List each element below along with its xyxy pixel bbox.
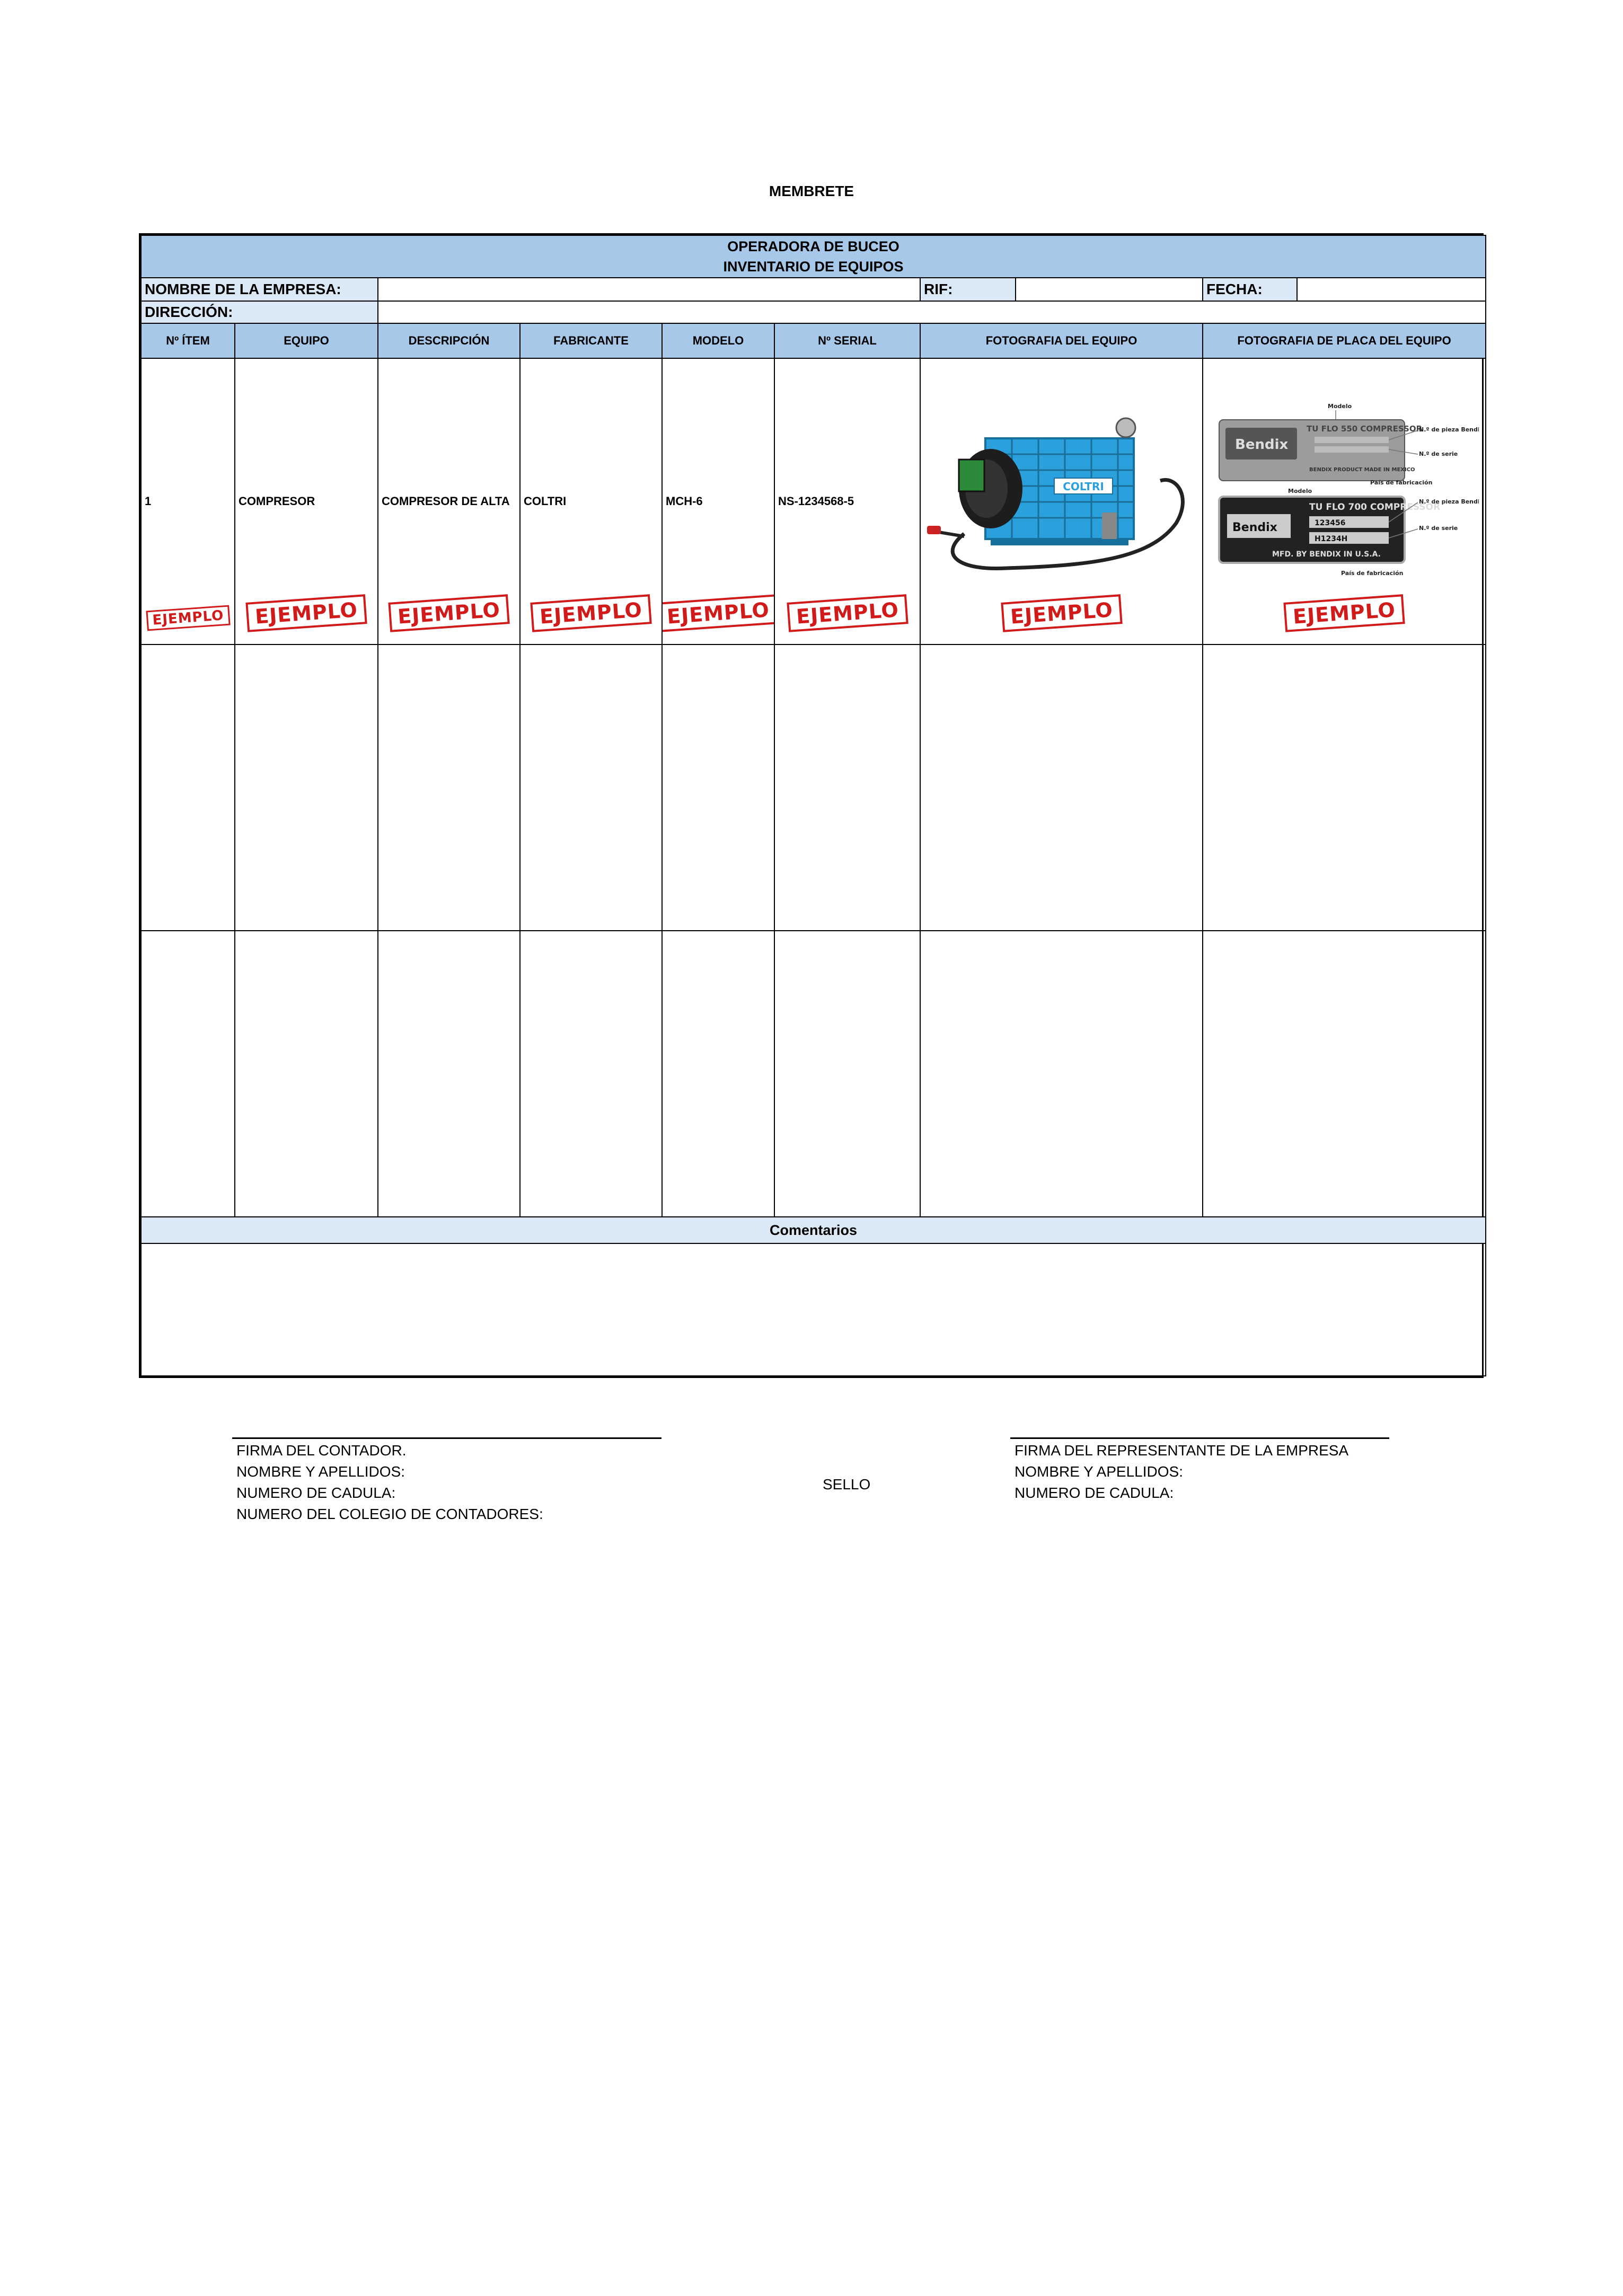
rif-label: RIF:	[921, 278, 1016, 301]
rif-group	[920, 278, 1203, 301]
sig-rep-nombre: NOMBRE Y APELLIDOS:	[1015, 1463, 1183, 1480]
ejemplo-stamp: EJEMPLO	[662, 594, 774, 632]
sig-rep-firma: FIRMA DEL REPRESENTANTE DE LA EMPRESA	[1015, 1442, 1349, 1459]
sig-contador-nombre: NOMBRE Y APELLIDOS:	[236, 1463, 405, 1480]
ejemplo-stamp: EJEMPLO	[1001, 594, 1122, 632]
empty-cell[interactable]	[235, 931, 378, 1217]
cell-serial[interactable]	[774, 358, 920, 644]
svg-text:MFD. BY BENDIX IN U.S.A.: MFD. BY BENDIX IN U.S.A.	[1272, 550, 1381, 559]
equipo-value: COMPRESOR	[239, 494, 315, 508]
serial-value: NS-1234568-5	[778, 494, 854, 508]
cell-modelo[interactable]	[662, 358, 774, 644]
direccion-field[interactable]	[378, 301, 1486, 323]
svg-text:N.º de serie: N.º de serie	[1419, 451, 1458, 457]
col-header-item: Nº ÍTEM	[141, 323, 235, 358]
ejemplo-stamp: EJEMPLO	[1283, 594, 1405, 632]
compressor-photo	[927, 417, 1192, 576]
membrete-title: MEMBRETE	[769, 183, 854, 199]
cell-foto-placa[interactable]	[1203, 358, 1486, 644]
form-title	[141, 235, 1486, 278]
signature-representante	[1010, 1437, 1389, 1504]
svg-text:Bendix: Bendix	[1232, 521, 1277, 534]
compressor-image	[927, 417, 1192, 576]
ejemplo-stamp: EJEMPLO	[388, 594, 509, 632]
svg-text:H1234H: H1234H	[1315, 535, 1348, 543]
col-header-foto-placa: FOTOGRAFIA DE PLACA DEL EQUIPO	[1203, 323, 1486, 358]
empty-cell[interactable]	[235, 644, 378, 931]
svg-text:Modelo: Modelo	[1328, 403, 1352, 410]
fabricante-value: COLTRI	[524, 494, 567, 508]
svg-text:País de fabricación: País de fabricación	[1370, 479, 1433, 486]
table-row	[141, 931, 1486, 1217]
plate-photo	[1209, 399, 1479, 579]
fecha-group	[1203, 278, 1486, 301]
col-header-descripcion: DESCRIPCIÓN	[378, 323, 520, 358]
empty-cell[interactable]	[662, 931, 774, 1217]
empty-cell[interactable]	[920, 644, 1203, 931]
svg-text:TU FLO 700 COMPRESSOR: TU FLO 700 COMPRESSOR	[1309, 502, 1441, 513]
sig-contador-colegio: NUMERO DEL COLEGIO DE CONTADORES:	[236, 1506, 543, 1522]
fecha-field[interactable]	[1298, 278, 1485, 301]
modelo-value: MCH-6	[666, 494, 703, 508]
cell-fabricante[interactable]	[520, 358, 662, 644]
svg-text:BENDIX PRODUCT MADE IN MEXICO: BENDIX PRODUCT MADE IN MEXICO	[1309, 467, 1415, 473]
col-header-serial: Nº SERIAL	[774, 323, 920, 358]
col-header-foto-equipo: FOTOGRAFIA DEL EQUIPO	[920, 323, 1203, 358]
empty-cell[interactable]	[1203, 931, 1486, 1217]
empty-cell[interactable]	[520, 644, 662, 931]
empty-cell[interactable]	[378, 931, 520, 1217]
empresa-label: NOMBRE DE LA EMPRESA:	[141, 278, 378, 301]
ejemplo-stamp: EJEMPLO	[530, 594, 651, 632]
empty-cell[interactable]	[774, 931, 920, 1217]
col-header-equipo: EQUIPO	[235, 323, 378, 358]
empty-cell[interactable]	[141, 644, 235, 931]
svg-text:País de fabricación: País de fabricación	[1341, 570, 1404, 577]
sello-label: SELLO	[823, 1476, 871, 1493]
empty-cell[interactable]	[662, 644, 774, 931]
empty-cell[interactable]	[141, 931, 235, 1217]
signature-line	[232, 1437, 661, 1439]
empty-cell[interactable]	[774, 644, 920, 931]
compressor-brand-text: COLTRI	[1063, 480, 1104, 493]
signature-line	[1010, 1437, 1389, 1439]
direccion-label: DIRECCIÓN:	[141, 301, 378, 323]
sig-rep-cedula: NUMERO DE CADULA:	[1015, 1485, 1174, 1501]
svg-text:Modelo: Modelo	[1288, 488, 1312, 494]
cell-item[interactable]	[141, 358, 235, 644]
inventory-table	[140, 235, 1486, 1376]
item-value: 1	[145, 494, 152, 508]
svg-text:N.º de pieza Bendix: N.º de pieza Bendix	[1419, 426, 1479, 433]
cell-descripcion[interactable]	[378, 358, 520, 644]
comments-header: Comentarios	[141, 1217, 1486, 1243]
signature-contador	[232, 1437, 661, 1525]
col-header-fabricante: FABRICANTE	[520, 323, 662, 358]
svg-text:Bendix: Bendix	[1235, 437, 1289, 453]
form-title-line2: INVENTARIO DE EQUIPOS	[723, 259, 904, 275]
svg-text:N.º de pieza Bendix: N.º de pieza Bendix	[1419, 498, 1479, 505]
plate-image	[1209, 399, 1479, 579]
inventory-form	[139, 233, 1484, 1378]
descripcion-value: COMPRESOR DE ALTA	[382, 494, 510, 508]
empty-cell[interactable]	[520, 931, 662, 1217]
ejemplo-stamp: EJEMPLO	[245, 594, 367, 632]
cell-foto-equipo[interactable]	[920, 358, 1203, 644]
empty-cell[interactable]	[920, 931, 1203, 1217]
svg-text:123456: 123456	[1315, 519, 1346, 527]
rif-field[interactable]	[1016, 278, 1202, 301]
ejemplo-stamp: EJEMPLO	[787, 594, 908, 632]
svg-text:N.º de serie: N.º de serie	[1419, 525, 1458, 532]
sig-contador-cedula: NUMERO DE CADULA:	[236, 1485, 396, 1501]
fecha-label: FECHA:	[1203, 278, 1298, 301]
ejemplo-stamp: EJEMPLO	[146, 605, 230, 631]
sig-contador-firma: FIRMA DEL CONTADOR.	[236, 1442, 407, 1459]
form-title-line1: OPERADORA DE BUCEO	[727, 239, 899, 254]
cell-equipo[interactable]	[235, 358, 378, 644]
comments-field[interactable]	[141, 1243, 1486, 1376]
empresa-field[interactable]	[378, 278, 920, 301]
col-header-modelo: MODELO	[662, 323, 774, 358]
svg-text:TU FLO 550 COMPRESSOR: TU FLO 550 COMPRESSOR	[1307, 424, 1423, 434]
empty-cell[interactable]	[378, 644, 520, 931]
table-row	[141, 644, 1486, 931]
table-row	[141, 358, 1486, 644]
empty-cell[interactable]	[1203, 644, 1486, 931]
